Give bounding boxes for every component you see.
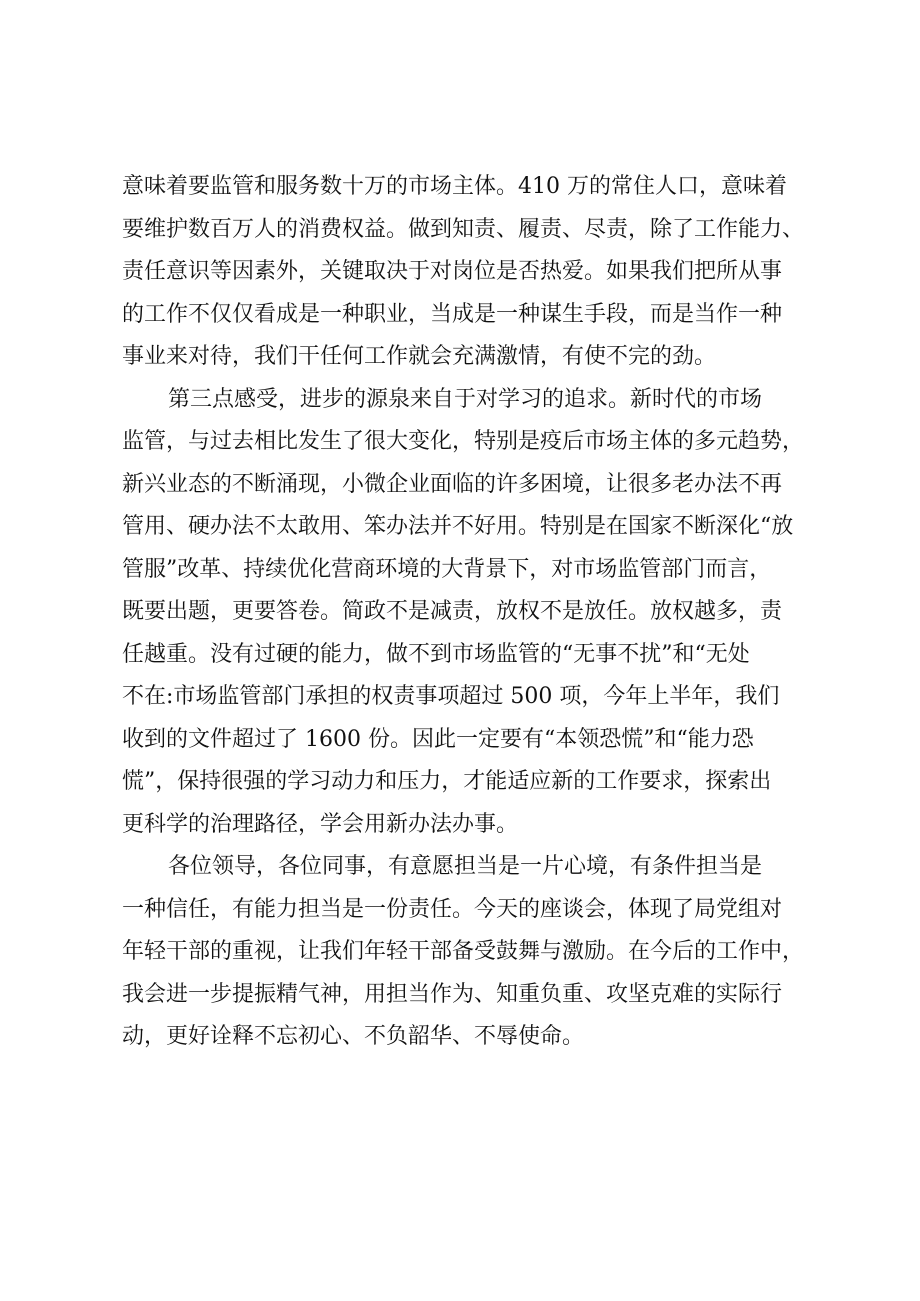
text-line: 更科学的治理路径，学会用新办法办事。 [122,811,519,837]
text-line: 要维护数百万人的消费权益。做到知责、履责、尽责，除了工作能力、 [122,216,805,242]
text-line: 一种信任，有能力担当是一份责任。今天的座谈会，体现了局党组对 [122,896,783,922]
text-line: 年轻干部的重视，让我们年轻干部备受鼓舞与激励。在今后的工作中， [122,939,805,964]
text-line: 各位领导，各位同事，有意愿担当是一片心境，有条件担当是 [168,854,763,879]
text-line: 收到的文件超过了 1600 份。因此一定要有“本领恐慌”和“能力恐 [122,726,754,752]
paragraph-learning [122,379,812,847]
paragraph-closing [122,846,812,1059]
text-line: 不在:市场监管部门承担的权责事项超过 500 项，今年上半年，我们 [122,684,780,709]
paragraph-responsibility [122,166,812,379]
text-line: 任越重。没有过硬的能力，做不到市场监管的“无事不扰”和“无处 [122,641,750,667]
text-line: 管用、硬办法不太敢用、笨办法并不好用。特别是在国家不断深化“放 [122,514,794,539]
text-line: 我会进一步提振精气神，用担当作为、知重负重、攻坚克难的实际行 [122,981,783,1007]
text-line: 责任意识等因素外，关键取决于对岗位是否热爱。如果我们把所从事 [122,259,783,284]
text-line: 慌”，保持很强的学习动力和压力，才能适应新的工作要求，探索出 [122,769,772,794]
text-line: 动，更好诠释不忘初心、不负韶华、不辱使命。 [122,1024,585,1049]
text-line: 监管，与过去相比发生了很大变化，特别是疫后市场主体的多元趋势， [122,429,805,454]
text-line: 新兴业态的不断涌现，小微企业面临的许多困境，让很多老办法不再 [122,471,783,497]
document-body [122,166,812,1059]
text-line: 事业来对待，我们干任何工作就会充满激情，有使不完的劲。 [122,344,717,369]
text-line: 第三点感受，进步的源泉来自于对学习的追求。新时代的市场 [168,386,763,412]
text-line: 管服”改革、持续优化营商环境的大背景下，对市场监管部门而言， [122,556,772,582]
text-line: 意味着要监管和服务数十万的市场主体。410 万的常住人口，意味着 [122,174,787,199]
text-line: 既要出题，更要答卷。简政不是减责，放权不是放任。放权越多，责 [122,599,783,624]
text-line: 的工作不仅仅看成是一种职业，当成是一种谋生手段，而是当作一种 [122,301,783,327]
